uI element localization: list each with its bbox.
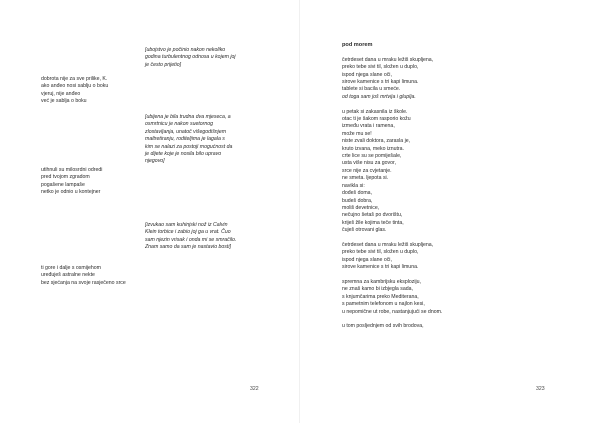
verse-line: navikla si: (342, 182, 365, 189)
verse-line: čuješ otrovani glas. (342, 227, 387, 234)
note-line: Klein torbice i zabio joj ga u vrat. Čuo (145, 229, 231, 236)
verse-line: ispod njega slane oči, (342, 256, 392, 263)
note-line: osmrtnicu je nakon suetornog (145, 121, 214, 128)
poem-stanza-5 (342, 323, 442, 330)
verse-line: preko tebe sivi til, složen u duplo, (342, 64, 419, 71)
verse-line: četrdeset dana u mraku ležiš skupljena, (342, 241, 434, 248)
stanza-gap (342, 272, 442, 279)
note-line: je često prijetio] (145, 61, 182, 68)
note-line: sam njezin vrisak i onda mi se smračilo. (145, 236, 237, 243)
verse-line: ispod njega slane oči, (342, 71, 392, 78)
poem-stanza-2 (342, 109, 442, 235)
note-line: [izvukao sam kuhinjski nož iz Calvin (145, 222, 228, 228)
note-line: njegovo] (145, 158, 165, 165)
page-number-left: 322 (250, 386, 259, 392)
verse-line: u nepomične ut robe, nastanjujući se dnom. (342, 308, 443, 315)
verse-line: između vrata i ramena, (342, 123, 395, 130)
verse-line: moliš devetnice, (342, 204, 380, 211)
verse-line: usta više nisu za govor, (342, 160, 396, 167)
verse-line: s pametnim telefonom u najlon kesi, (342, 301, 425, 308)
verse-line: kriješ žile kojima teče tinta, (342, 219, 404, 226)
verse-line: spremna za kambrijsku eksploziju, (342, 278, 421, 285)
verse-line: vjeruj, nije anđeo (41, 90, 81, 97)
stanza-2 (41, 167, 102, 197)
poem-title: pod morem (342, 42, 373, 48)
verse-line: nečujno šetaš po dvorištu, (342, 212, 403, 219)
page-number-right: 323 (536, 386, 545, 392)
poem-stanza-3 (342, 242, 442, 272)
note-line: [ubijena je bila trudna dva mjeseca, a (145, 114, 231, 120)
verse-line: može mu se! (342, 130, 372, 137)
stanza-gap (342, 235, 442, 242)
verse-line: u petak si zakasnila iz škole. (342, 108, 408, 115)
verse-line: niste zvali doktora, zarasla je, (342, 138, 411, 145)
note-line: [ubojstvo je počinio nakon nekoliko (145, 47, 226, 53)
stanza-3 (41, 265, 126, 287)
verse-line: s knjumčarima preko Mediterana, (342, 293, 419, 300)
verse-line: sirove kamenice s tri kapi limuna. (342, 264, 419, 271)
verse-line: ako anđeo nosi sablju o boku (41, 83, 109, 90)
verse-line: od toga sam još mrtvija i gluplja. (342, 93, 416, 100)
verse-line: crte lice su se pomiješale, (342, 153, 402, 160)
verse-line: dobrota nije za sve prilike, K. (41, 76, 108, 82)
stanza-gap (342, 316, 442, 323)
stanza-1 (41, 76, 108, 106)
note-line: je dijete koje je nosila bilo upravo (145, 151, 222, 158)
verse-line: bez sjećanja na svoje rasječeno srce (41, 279, 126, 286)
note-line: kim se nalazi za postoji mogućnost da (145, 143, 233, 150)
verse-line: utihnuli su milosrdni odredi (41, 167, 103, 173)
right-page (300, 0, 600, 423)
poem-stanza-4 (342, 279, 442, 316)
note-2 (145, 114, 232, 166)
verse-line: uređuješ astralne nekte (41, 272, 95, 279)
verse-line: već je sablja o boku (41, 98, 87, 105)
verse-line: srce nije za cvjetanje. (342, 167, 392, 174)
verse-line: tablete si bacila u smeće. (342, 86, 401, 93)
note-line: Znam samo da sam je nastavio bosti] (145, 244, 231, 251)
note-1 (145, 47, 236, 69)
verse-line: četrdeset dana u mraku ležiš skupljena, (342, 56, 434, 63)
poem-stanza-1 (342, 57, 442, 101)
verse-line: otac ti je šakom rasporio kožu (342, 116, 411, 123)
verse-line: pogašene lampaše (41, 181, 85, 188)
verse-line: ne znaš kamo bi izbjegla sada, (342, 286, 413, 293)
verse-line: u tom posljednjem od svih brodova, (342, 323, 424, 330)
verse-line: budeš dobra, (342, 197, 373, 204)
verse-line: preko tebe sivi til, složen u duplo, (342, 249, 419, 256)
note-3 (145, 222, 236, 252)
note-line: maltretiranju, roditeljima je lagala s (145, 136, 225, 143)
stanza-gap (342, 101, 442, 108)
verse-line: pred tvojom zgradom (41, 174, 90, 181)
verse-line: sirove kamenice s tri kapi limuna. (342, 79, 419, 86)
poem (342, 42, 442, 331)
verse-line: kruto izvana, meko iznutra. (342, 145, 404, 152)
verse-line: ti gore i dalje s osmijehom (41, 265, 101, 271)
verse-line: dođeš doma, (342, 190, 372, 197)
note-line: zlostavljanja, unatoč višegodišnjem (145, 128, 227, 135)
note-line: godina turbulentnog odnosa u kojem joj (145, 54, 236, 61)
stanza-gap (342, 49, 442, 56)
verse-line: netko je odnio u kontejner (41, 189, 101, 196)
verse-line: ne smeta. ljepota si. (342, 175, 389, 182)
